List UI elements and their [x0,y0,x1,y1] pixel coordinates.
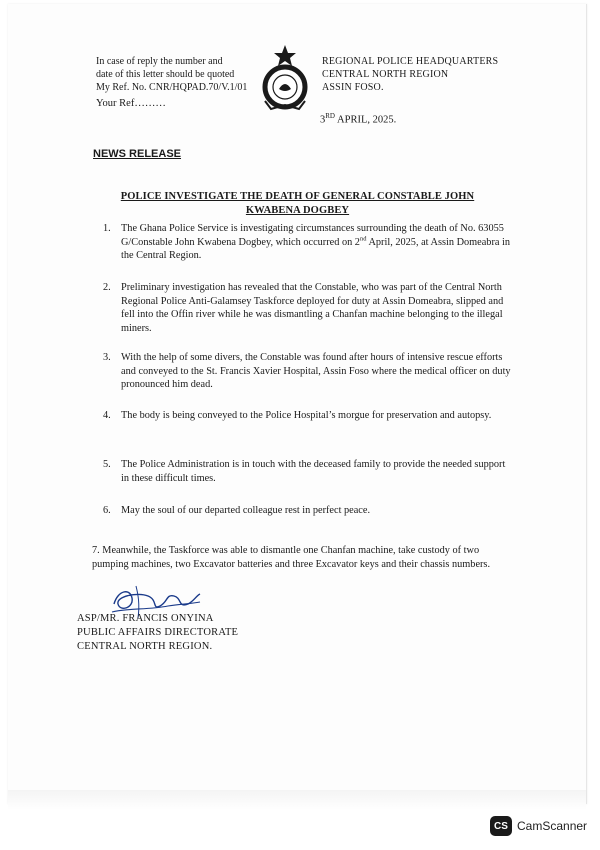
paragraph-text: Preliminary investigation has revealed that the Constable, who was part of the Central North Regional Police Anti-Galamsey Taskforce deployed for duty at Assin Domeabra, slipped and fell into the Offin river while he was dismantling a Chanfan machine belonging to the illegal miners. [121,282,504,334]
signatory-name: ASP/MR. FRANCIS ONYINA [77,613,214,624]
camscanner-watermark [490,815,587,837]
camscanner-brand: CamScanner [517,819,588,833]
page-shadow [8,790,586,810]
paragraph-5 [103,458,515,485]
letter-date [320,112,396,126]
my-reference: My Ref. No. CNR/HQPAD.70/V.1/01 [96,82,248,93]
paragraph-text: May the soul of our departed colleague rest in perfect peace. [121,505,371,516]
hq-line-3: ASSIN FOSO. [322,82,384,93]
paragraph-1-text-b: April, 2025, at Assin Domeabra in the Central Region. [121,236,511,261]
paragraph-number: 3. [103,352,111,363]
date-suffix: RD [325,112,335,120]
paragraph-text: The body is being conveyed to the Police Hospital’s morgue for preservation and autopsy. [121,410,492,421]
reply-note-line-1: In case of reply the number and [96,56,223,67]
paragraph-text: With the help of some divers, the Constable was found after hours of intensive rescue efforts and conveyed to the St. Francis Xavier Hospital, Assin Foso where the medical officer on duty pronounced him dead. [121,352,511,390]
paragraph-number: 4. [103,410,111,421]
news-release-label: NEWS RELEASE [93,148,182,160]
headline: POLICE INVESTIGATE THE DEATH OF GENERAL CONSTABLE JOHN KWABENA DOGBEY [120,191,475,216]
paragraph-3 [103,351,515,392]
reply-note-line-2: date of this letter should be quoted [96,69,235,80]
paragraph-2 [103,281,515,335]
date-month-year: APRIL, 2025. [334,114,397,126]
hq-line-2: CENTRAL NORTH REGION [322,69,449,80]
paragraph-number: 6. [103,505,111,516]
ordinal-suffix: nd [359,235,367,243]
paragraph-number: 1. [103,223,111,234]
signatory-directorate: PUBLIC AFFAIRS DIRECTORATE [77,627,239,638]
paragraph-number: 2. [103,282,111,293]
paragraph-1 [103,222,515,263]
camscanner-logo-icon: CS [490,816,512,836]
paragraph-6 [103,504,515,518]
paragraph-text: The Police Administration is in touch with the deceased family to provide the needed support in these difficult times. [121,459,506,484]
paragraph-1-text-a: The Ghana Police Service is investigating circumstances surrounding the death of No. 63055 G/Constable John Kwabena Dogbey, which occurred on 2 [121,223,504,248]
reference-block [96,55,271,94]
paragraph-number: 5. [103,459,111,470]
headquarters-address [322,55,498,94]
your-reference: Your Ref……… [96,98,166,109]
signatory-block [77,612,238,654]
hq-line-1: REGIONAL POLICE HEADQUARTERS [322,56,499,67]
paragraph-4 [103,409,515,423]
police-crest-icon [255,43,315,113]
signatory-region: CENTRAL NORTH REGION. [77,641,213,652]
document-page [8,4,587,804]
paragraph-7: 7. Meanwhile, the Taskforce was able to dismantle one Chanfan machine, take custody of two pumping machines, two Excavator batteries and three Excavator keys and their chassis numbers. [92,545,491,570]
date-day: 3 [320,114,326,126]
